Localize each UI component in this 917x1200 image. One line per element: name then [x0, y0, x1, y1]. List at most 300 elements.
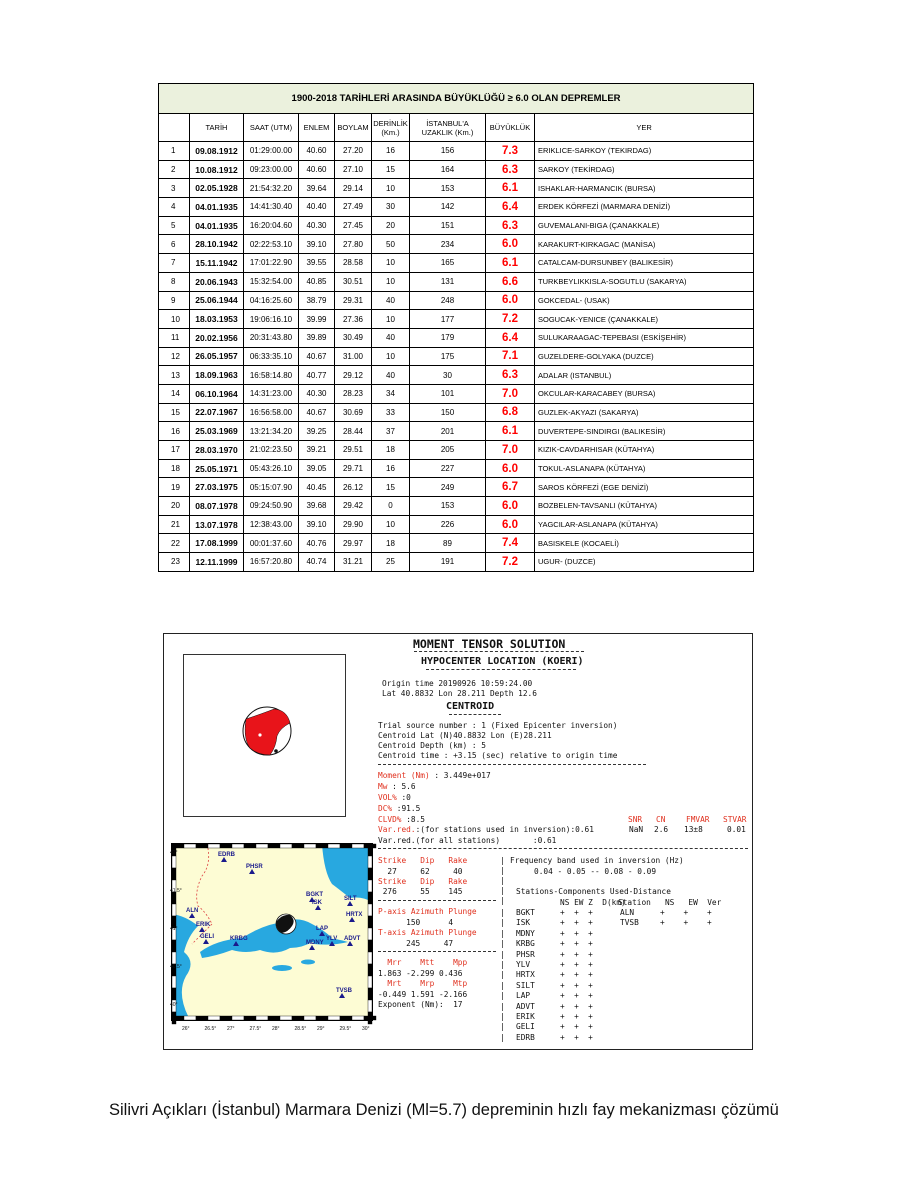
row-time: 04:16:25.60: [244, 291, 299, 310]
row-magnitude: 7.2: [486, 310, 535, 329]
map-event-beachball: [276, 914, 296, 934]
map-lat-tick: 40°: [170, 1002, 178, 1008]
row-number: 5: [159, 216, 190, 235]
mid-rule: [378, 848, 748, 849]
row-lat: 40.30: [299, 384, 335, 403]
map-lon-tick: 27°: [227, 1026, 235, 1032]
moment-line: [378, 771, 491, 781]
row-depth: 16: [372, 459, 410, 478]
header-lon: BOYLAM: [335, 114, 372, 142]
station-name: TVSB: [620, 918, 639, 928]
row-time: 06:33:35.10: [244, 347, 299, 366]
row-time: 17:01:22.90: [244, 254, 299, 273]
dc-value: :91.5: [396, 804, 421, 813]
sdr-values-1: 27 62 40: [378, 867, 463, 876]
fmvar-header: FMVAR: [686, 815, 710, 824]
snr-header: SNR: [628, 815, 643, 824]
station-components: + + +: [560, 980, 593, 990]
header-lat: ENLEM: [299, 114, 335, 142]
origin-time: Origin time 20190926 10:59:24.00: [382, 679, 533, 688]
row-number: 19: [159, 478, 190, 497]
centroid-rule: [449, 714, 501, 715]
table-row: [159, 142, 754, 161]
row-magnitude: 6.0: [486, 515, 535, 534]
centroid-depth: Centroid Depth (km) : 5: [378, 741, 486, 750]
column-separator: |: [500, 928, 505, 938]
row-distance: 165: [410, 254, 486, 273]
row-date: 20.02.1956: [190, 328, 244, 347]
table-row: [159, 422, 754, 441]
column-separator: |: [500, 970, 505, 980]
station-components: + + +: [660, 918, 712, 928]
station-name: BGKT: [516, 908, 535, 917]
map-lat-tick: 41.5°: [170, 888, 182, 894]
map-station-label: ALN: [186, 908, 199, 914]
p-axis-label: P-axis Azimuth Plunge: [378, 907, 477, 916]
table-row: [159, 497, 754, 516]
table-row: [159, 478, 754, 497]
row-lat: 40.77: [299, 366, 335, 385]
station-components: + + +: [560, 1022, 593, 1032]
row-date: 04.01.1935: [190, 216, 244, 235]
map-station-label: ADVT: [344, 936, 361, 942]
row-place: GUVEMALANI-BIGA (ÇANAKKALE): [535, 216, 754, 235]
row-distance: 151: [410, 216, 486, 235]
column-separator: |: [500, 918, 505, 928]
column-separator: |: [500, 949, 505, 959]
varred-label: Var.red.: [378, 825, 416, 834]
map-frame-segment: [368, 1000, 372, 1012]
map-lon-tick: 29°: [317, 1026, 325, 1032]
map-station-label: LAP: [316, 926, 328, 932]
row-date: 12.11.1999: [190, 553, 244, 572]
sdr-rule: [378, 900, 496, 901]
station-components: + + +: [560, 939, 593, 949]
hypocenter-title: HYPOCENTER LOCATION (KOERI): [421, 656, 584, 667]
row-date: 08.07.1978: [190, 497, 244, 516]
row-magnitude: 7.0: [486, 384, 535, 403]
table-row: [159, 553, 754, 572]
row-distance: 226: [410, 515, 486, 534]
row-date: 26.05.1957: [190, 347, 244, 366]
moment-value: : 3.449e+017: [434, 771, 491, 780]
row-lat: 40.45: [299, 478, 335, 497]
row-distance: 177: [410, 310, 486, 329]
stations-header-2: Station NS EW Ver: [618, 898, 722, 907]
row-number: 16: [159, 422, 190, 441]
map-lon-tick: 30°: [362, 1026, 370, 1032]
row-distance: 156: [410, 142, 486, 161]
column-separator: |: [500, 1032, 505, 1042]
column-separator: |: [500, 1001, 505, 1011]
row-magnitude: 6.0: [486, 497, 535, 516]
stvar-value: 0.01: [727, 825, 746, 834]
row-lon: 28.58: [335, 254, 372, 273]
map-frame-segment: [368, 1012, 372, 1024]
row-lat: 39.10: [299, 235, 335, 254]
map-frame-segment: [172, 1012, 176, 1024]
row-distance: 164: [410, 160, 486, 179]
table-row: [159, 272, 754, 291]
mw-label: Mw: [378, 782, 388, 791]
centroid-latlon: Centroid Lat (N)40.8832 Lon (E)28.211: [378, 731, 552, 740]
table-row: [159, 534, 754, 553]
row-lon: 29.31: [335, 291, 372, 310]
row-lat: 40.67: [299, 403, 335, 422]
row-place: SAROS KÖRFEZİ (EGE DENİZİ): [535, 478, 754, 497]
table-row: [159, 384, 754, 403]
row-place: OKCULAR-KARACABEY (BURSA): [535, 384, 754, 403]
row-number: 8: [159, 272, 190, 291]
row-number: 15: [159, 403, 190, 422]
fmvar-value: 13±8: [684, 825, 703, 834]
map-frame-segment: [368, 892, 372, 904]
station-name: GELI: [516, 1022, 535, 1032]
station-components: + + +: [560, 991, 593, 1001]
row-distance: 234: [410, 235, 486, 254]
table-row: [159, 179, 754, 198]
row-lon: 30.49: [335, 328, 372, 347]
column-separator: | | | | |: [500, 856, 505, 905]
stations-title: Stations-Components Used-Distance: [516, 887, 671, 896]
row-depth: 25: [372, 553, 410, 572]
row-number: 11: [159, 328, 190, 347]
row-lon: 27.49: [335, 198, 372, 217]
row-lon: 27.10: [335, 160, 372, 179]
map-frame-segment: [368, 940, 372, 952]
row-time: 16:20:04.60: [244, 216, 299, 235]
dc-line: [378, 804, 420, 814]
origin-location: Lat 40.8832 Lon 28.211 Depth 12.6: [382, 689, 537, 698]
station-components: + + +: [560, 970, 593, 980]
row-distance: 191: [410, 553, 486, 572]
table-row: [159, 160, 754, 179]
row-time: 16:58:14.80: [244, 366, 299, 385]
map-frame-segment: [368, 928, 372, 940]
station-name: PHSR: [516, 949, 535, 959]
row-date: 20.06.1943: [190, 272, 244, 291]
station-components: + + +: [660, 908, 712, 917]
mw-value: : 5.6: [392, 782, 416, 791]
mw-line: [378, 782, 416, 792]
map-frame-segment: [232, 844, 244, 848]
map-station-label: GELI: [200, 934, 215, 940]
row-time: 05:43:26.10: [244, 459, 299, 478]
row-depth: 15: [372, 160, 410, 179]
tensor-header-1: Mrr Mtt Mpp: [378, 958, 468, 967]
row-time: 21:02:23.50: [244, 441, 299, 460]
row-number: 13: [159, 366, 190, 385]
row-lon: 30.51: [335, 272, 372, 291]
map-frame-segment: [352, 1016, 364, 1020]
map-frame-segment: [172, 940, 176, 952]
station-name: SILT: [516, 980, 535, 990]
row-lon: 27.36: [335, 310, 372, 329]
row-lon: 29.90: [335, 515, 372, 534]
row-lon: 27.80: [335, 235, 372, 254]
station-name: KRBG: [516, 939, 535, 949]
row-lat: 39.55: [299, 254, 335, 273]
map-frame-segment: [368, 880, 372, 892]
station-map-svg: [170, 844, 372, 1032]
row-date: 13.07.1978: [190, 515, 244, 534]
row-place: SOGUCAK-YENICE (ÇANAKKALE): [535, 310, 754, 329]
map-frame-segment: [172, 952, 176, 964]
map-frame-segment: [220, 844, 232, 848]
map-station-label: TVSB: [336, 988, 353, 994]
row-distance: 142: [410, 198, 486, 217]
map-frame-segment: [368, 868, 372, 880]
row-date: 18.03.1953: [190, 310, 244, 329]
row-lat: 40.76: [299, 534, 335, 553]
row-time: 02:22:53.10: [244, 235, 299, 254]
row-date: 10.08.1912: [190, 160, 244, 179]
clvd-value: :8.5: [406, 815, 425, 824]
row-magnitude: 6.8: [486, 403, 535, 422]
station-map: [170, 843, 373, 1032]
map-frame-segment: [368, 856, 372, 868]
column-separator: |: [500, 939, 505, 949]
row-number: 3: [159, 179, 190, 198]
row-lat: 39.10: [299, 515, 335, 534]
map-frame-segment: [196, 1016, 208, 1020]
row-number: 1: [159, 142, 190, 161]
station-name: ALN: [620, 908, 635, 917]
station-name: MDNY: [516, 928, 535, 938]
row-distance: 89: [410, 534, 486, 553]
row-time: 01:29:00.00: [244, 142, 299, 161]
row-lat: 40.85: [299, 272, 335, 291]
table-row: [159, 254, 754, 273]
row-place: SARKOY (TEKİRDAG): [535, 160, 754, 179]
map-station-label: BGKT: [306, 892, 323, 898]
map-lat-tick: 40.5°: [170, 964, 182, 970]
map-lon-tick: 28°: [272, 1026, 280, 1032]
row-lat: 40.74: [299, 553, 335, 572]
row-depth: 10: [372, 254, 410, 273]
map-lon-tick: 28.5°: [294, 1026, 307, 1032]
station-components: + + +: [560, 908, 593, 917]
row-place: BASISKELE (KOCAELİ): [535, 534, 754, 553]
row-lon: 29.71: [335, 459, 372, 478]
row-depth: 30: [372, 198, 410, 217]
beachball: [243, 707, 291, 755]
row-lat: 40.60: [299, 160, 335, 179]
header-distance: İSTANBUL'A UZAKLIK (Km.): [410, 114, 486, 142]
row-lon: 27.45: [335, 216, 372, 235]
row-number: 21: [159, 515, 190, 534]
station-name: LAP: [516, 991, 531, 1001]
row-distance: 175: [410, 347, 486, 366]
row-number: 12: [159, 347, 190, 366]
row-lat: 38.79: [299, 291, 335, 310]
row-lat: 40.60: [299, 142, 335, 161]
row-place: BOZBELEN-TAVSANLI (KÜTAHYA): [535, 497, 754, 516]
row-place: ERIKLICE-SARKOY (TEKIRDAG): [535, 142, 754, 161]
row-place: GOKCEDAL- (USAK): [535, 291, 754, 310]
map-frame-segment: [368, 988, 372, 1000]
centroid-title: CENTROID: [446, 701, 495, 712]
row-depth: 10: [372, 272, 410, 291]
stvar-header: STVAR: [723, 815, 747, 824]
map-frame-segment: [208, 844, 220, 848]
table-body: [159, 142, 754, 572]
row-place: ADALAR (ISTANBUL): [535, 366, 754, 385]
row-number: 18: [159, 459, 190, 478]
row-lat: 40.40: [299, 198, 335, 217]
row-magnitude: 6.6: [486, 272, 535, 291]
row-depth: 40: [372, 366, 410, 385]
row-time: 14:41:30.40: [244, 198, 299, 217]
row-date: 28.10.1942: [190, 235, 244, 254]
map-frame-segment: [328, 844, 340, 848]
row-distance: 201: [410, 422, 486, 441]
map-station-label: YLV: [326, 936, 338, 942]
map-frame-segment: [340, 844, 352, 848]
row-depth: 20: [372, 216, 410, 235]
row-magnitude: 6.0: [486, 291, 535, 310]
map-frame-segment: [172, 988, 176, 1000]
map-station-label: KRBG: [230, 936, 248, 942]
map-frame-segment: [256, 1016, 268, 1020]
row-date: 02.05.1928: [190, 179, 244, 198]
row-distance: 101: [410, 384, 486, 403]
row-lon: 28.23: [335, 384, 372, 403]
row-magnitude: 6.0: [486, 459, 535, 478]
row-date: 17.08.1999: [190, 534, 244, 553]
row-number: 10: [159, 310, 190, 329]
row-depth: 40: [372, 328, 410, 347]
map-frame-segment: [368, 916, 372, 928]
table-row: [159, 216, 754, 235]
map-station-label: EDRB: [218, 852, 236, 858]
map-frame-segment: [340, 1016, 352, 1020]
station-components: + + +: [560, 949, 593, 959]
row-time: 09:23:00.00: [244, 160, 299, 179]
tensor-values-1: 1.863 -2.299 0.436: [378, 969, 463, 978]
sdr-header-1: Strike Dip Rake: [378, 856, 468, 865]
table-row: [159, 347, 754, 366]
varred-value: :(for stations used in inversion):0.61: [415, 825, 594, 834]
row-distance: 150: [410, 403, 486, 422]
row-place: ISHAKLAR-HARMANCIK (BURSA): [535, 179, 754, 198]
map-frame-segment: [184, 1016, 196, 1020]
vol-label: VOL%: [378, 793, 397, 802]
map-lon-tick: 26.5°: [204, 1026, 217, 1032]
map-frame-segment: [304, 1016, 316, 1020]
table-row: [159, 459, 754, 478]
table-row: [159, 441, 754, 460]
row-lat: 39.25: [299, 422, 335, 441]
map-frame-segment: [268, 844, 280, 848]
table-row: [159, 328, 754, 347]
freq-title: Frequency band used in inversion (Hz): [510, 856, 684, 865]
table-title: 1900-2018 TARİHLERİ ARASINDA BÜYÜKLÜĞÜ ≥ 6.0 OLAN DEPREMLER: [159, 84, 754, 114]
row-magnitude: 7.4: [486, 534, 535, 553]
row-date: 22.07.1967: [190, 403, 244, 422]
map-frame-segment: [292, 844, 304, 848]
column-separator: |: [500, 991, 505, 1001]
row-time: 00:01:37.60: [244, 534, 299, 553]
centroid-time: Centroid time : +3.15 (sec) relative to origin time: [378, 751, 618, 760]
axis-rule: [378, 951, 496, 952]
row-number: 22: [159, 534, 190, 553]
row-lon: 29.12: [335, 366, 372, 385]
map-frame-segment: [172, 856, 176, 868]
header-time: SAAT (UTM): [244, 114, 299, 142]
station-components: + + +: [560, 918, 593, 928]
beachball-panel: [183, 654, 346, 817]
map-frame-segment: [244, 844, 256, 848]
station-components: + + +: [560, 928, 593, 938]
map-frame-segment: [368, 904, 372, 916]
row-depth: 10: [372, 310, 410, 329]
hypocenter-rule: [426, 669, 576, 670]
vol-value: :0: [401, 793, 411, 802]
row-distance: 248: [410, 291, 486, 310]
p-axis-values: 150 4: [378, 918, 454, 927]
row-lat: 39.05: [299, 459, 335, 478]
tensor-values-2: -0.449 1.591 -2.166: [378, 990, 468, 999]
exponent: Exponent (Nm): 17: [378, 1000, 463, 1009]
varred-line: [378, 825, 594, 835]
row-place: GUZELDERE-GOLYAKA (DUZCE): [535, 347, 754, 366]
row-magnitude: 7.3: [486, 142, 535, 161]
map-lake: [272, 965, 292, 971]
moment-label: Moment (Nm): [378, 771, 430, 780]
row-magnitude: 6.3: [486, 160, 535, 179]
table-row: [159, 366, 754, 385]
map-station-label: ERIK: [196, 922, 211, 928]
row-lon: 26.12: [335, 478, 372, 497]
row-date: 25.06.1944: [190, 291, 244, 310]
table-row: [159, 198, 754, 217]
map-lon-tick: 27.5°: [249, 1026, 262, 1032]
mt-title: MOMENT TENSOR SOLUTION: [413, 637, 566, 651]
row-distance: 30: [410, 366, 486, 385]
row-magnitude: 6.3: [486, 366, 535, 385]
map-frame-segment: [172, 976, 176, 988]
cn-value: 2.6: [654, 825, 669, 834]
table-row: [159, 403, 754, 422]
row-magnitude: 7.1: [486, 347, 535, 366]
station-components: + + +: [560, 1012, 593, 1021]
column-separator: |: [500, 980, 505, 990]
row-lat: 39.64: [299, 179, 335, 198]
map-frame-segment: [328, 1016, 340, 1020]
row-depth: 37: [372, 422, 410, 441]
row-lon: 29.51: [335, 441, 372, 460]
station-name: EDRB: [516, 1032, 535, 1042]
map-frame-segment: [172, 868, 176, 880]
map-frame-segment: [368, 964, 372, 976]
row-magnitude: 6.0: [486, 235, 535, 254]
row-date: 09.08.1912: [190, 142, 244, 161]
row-lon: 28.44: [335, 422, 372, 441]
row-depth: 10: [372, 179, 410, 198]
row-lon: 31.00: [335, 347, 372, 366]
row-number: 9: [159, 291, 190, 310]
map-frame-segment: [368, 844, 372, 856]
map-frame-segment: [268, 1016, 280, 1020]
t-axis-values: 245 47: [378, 939, 454, 948]
row-date: 27.03.1975: [190, 478, 244, 497]
station-components: + + +: [560, 1001, 593, 1011]
row-number: 7: [159, 254, 190, 273]
map-frame-segment: [232, 1016, 244, 1020]
table-row: [159, 291, 754, 310]
map-frame-segment: [208, 1016, 220, 1020]
